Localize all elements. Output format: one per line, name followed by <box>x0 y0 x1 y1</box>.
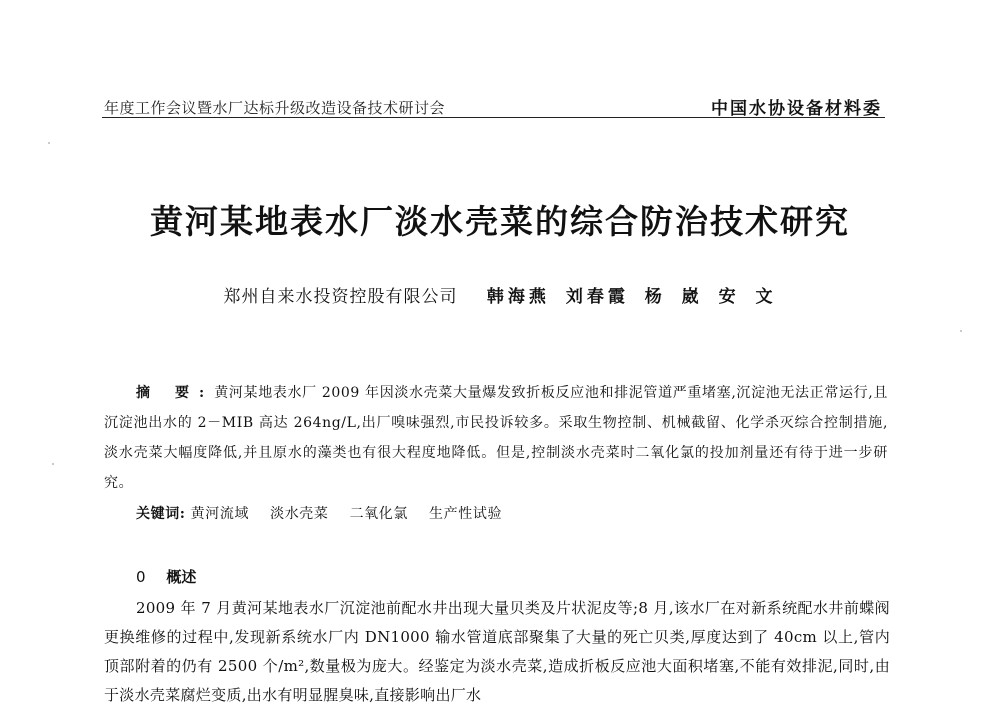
keyword: 二氧化氯 <box>349 506 408 522</box>
keyword: 淡水壳菜 <box>270 506 329 522</box>
keywords <box>136 503 518 523</box>
section-number: 0 <box>136 568 146 586</box>
abstract-text: 黄河某地表水厂 2009 年因淡水壳菜大量爆发致折板反应池和排泥管道严重堵塞,沉淀池无法正常运行,且沉淀池出水的 2－MIB 高达 264ng/L,出厂嗅味强烈,市民投诉较多。采取生物控制、机械截留、化学杀灭综合控制措施,淡水壳菜大幅度降低,并且原水的藻类也有很大程度地降低。但是,控制淡水壳菜时二氧化氯的投加剂量还有待于进一步研究。 <box>104 385 888 491</box>
section-title: 概述 <box>166 568 197 586</box>
abstract <box>104 378 888 498</box>
keyword: 生产性试验 <box>429 506 503 522</box>
keyword: 黄河流域 <box>190 506 250 522</box>
scan-speck <box>960 330 962 332</box>
scan-speck <box>52 463 54 465</box>
body-paragraph <box>104 594 890 710</box>
author-affiliation: 郑州自来水投资控股有限公司 <box>223 287 458 307</box>
running-header-left: 年度工作会议暨水厂达标升级改造设备技术研讨会 <box>104 99 446 117</box>
abstract-label: 摘 要: <box>136 385 215 401</box>
header-rule <box>102 117 885 118</box>
keywords-label: 关键词: <box>136 506 186 522</box>
author-names: 韩海燕 刘春霞 杨 崴 安 文 <box>486 287 777 307</box>
scan-speck <box>48 142 50 144</box>
author-line <box>0 282 1000 307</box>
body-paragraph-text: 2009 年 7 月黄河某地表水厂沉淀池前配水井出现大量贝类及片状泥皮等;8 月,该水厂在对新系统配水井前蝶阀更换维修的过程中,发现新系统水厂内 DN1000 输水管道底部聚集了大量的死亡贝类,厚度达到了 40cm 以上,管内顶部附着的仍有 2500 个/m²,数量极为庞大。经鉴定为淡水壳菜,造成折板反应池大面积堵塞,不能有效排泥,同时,由于淡水壳菜腐烂变质,出水有明显腥臭味,直接影响出厂水 <box>104 599 890 704</box>
paper-title: 黄河某地表水厂淡水壳菜的综合防治技术研究 <box>150 202 850 241</box>
running-header-right: 中国水协设备材料委 <box>711 99 882 119</box>
section-heading <box>136 566 196 587</box>
